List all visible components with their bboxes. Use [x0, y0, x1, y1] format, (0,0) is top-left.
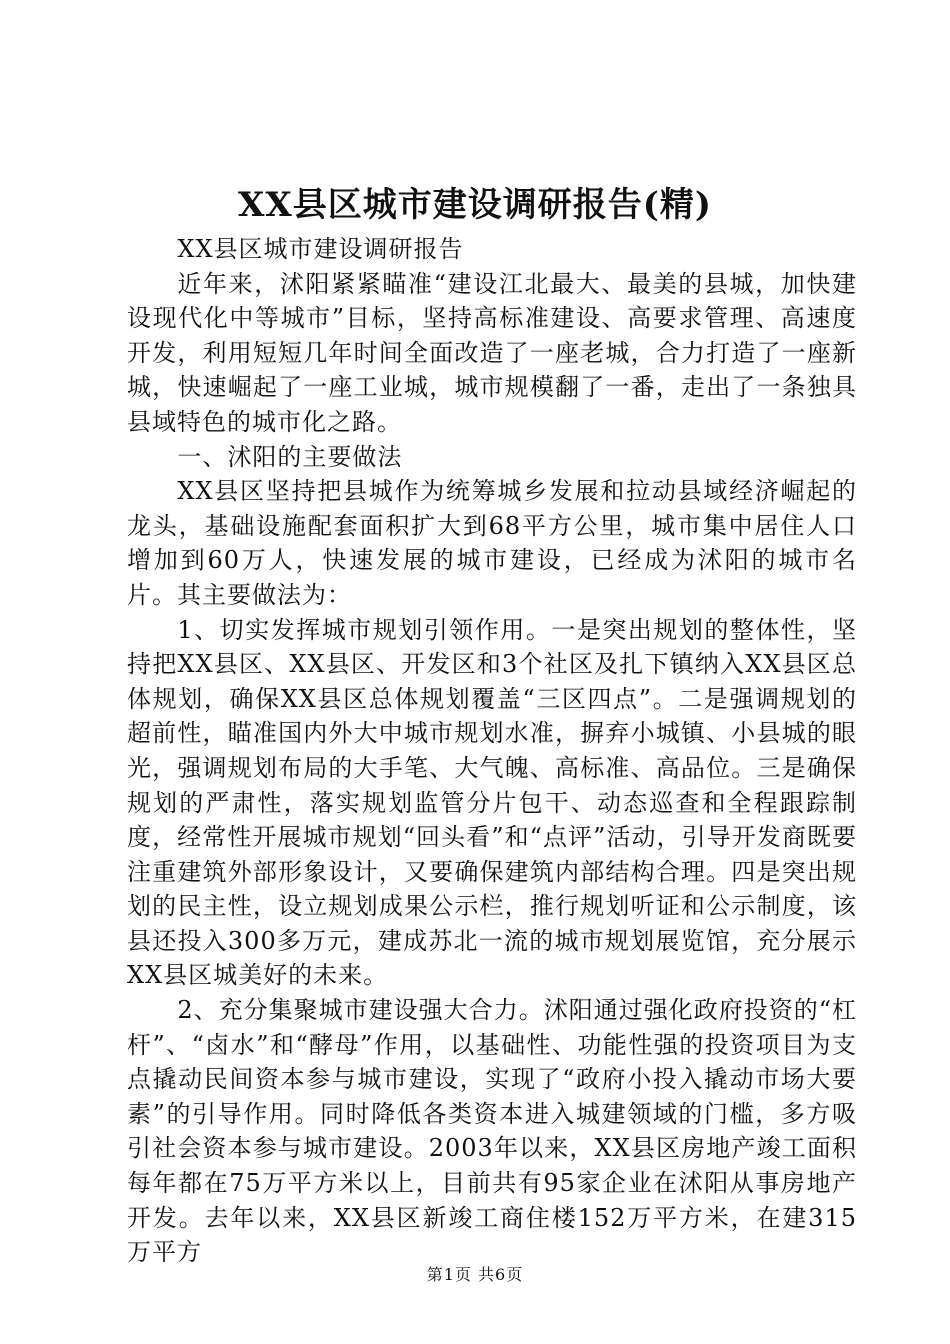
page-title: XX县区城市建设调研报告(精)	[238, 185, 712, 225]
section-heading: 一、沭阳的主要做法	[177, 442, 403, 471]
paragraph-overview: XX县区坚持把县城作为统筹城乡发展和拉动县域经济崛起的龙头，基础设施配套面积扩大到68平方公里，城市集中居住人口增加到60万人，快速发展的城市建设，已经成为沭阳的城市名片。其主要做法为：	[127, 477, 857, 609]
paragraph-planning: 1、切实发挥城市规划引领作用。一是突出规划的整体性，坚持把XX县区、XX县区、开发区和3个社区及扎下镇纳入XX县区总体规划，确保XX县区总体规划覆盖“三区四点”。二是强调规划的超前性，瞄准国内外大中城市规划水准，摒弃小城镇、小县城的眼光，强调规划布局的大手笔、大气魄、高标准、高品位。三是确保规划的严肃性，落实规划监管分片包干、动态巡查和全程跟踪制度，经常性开展城市规划“回头看”和“点评”活动，引导开发商既要注重建筑外部形象设计，又要确保建筑内部结构合理。四是突出规划的民主性，设立规划成果公示栏，推行规划听证和公示制度，该县还投入300多万元，建成苏北一流的城市规划展览馆，充分展示XX县区城美好的未来。	[127, 615, 857, 990]
document-body	[127, 232, 857, 1270]
paragraph-investment: 2、充分集聚城市建设强大合力。沭阳通过强化政府投资的“杠杆”、“卤水”和“酵母”作用，以基础性、功能性强的投资项目为支点撬动民间资本参与城市建设，实现了“政府小投入撬动市场大要素”的引导作用。同时降低各类资本进入城建领域的门槛，多方吸引社会资本参与城市建设。2003年以来，XX县区房地产竣工面积每年都在75万平方米以上，目前共有95家企业在沭阳从事房地产开发。去年以来，XX县区新竣工商住楼152万平方米，在建315万平方	[127, 996, 857, 1267]
paragraph-subtitle: XX县区城市建设调研报告	[177, 235, 464, 263]
page-number-footer: 第1页 共6页	[426, 1265, 524, 1284]
paragraph-intro: 近年来，沭阳紧紧瞄准“建设江北最大、最美的县城，加快建设现代化中等城市”目标，坚持高标准建设、高要求管理、高速度开发，利用短短几年时间全面改造了一座老城，合力打造了一座新城，快速崛起了一座工业城，城市规模翻了一番，走出了一条独具县域特色的城市化之路。	[127, 269, 857, 436]
